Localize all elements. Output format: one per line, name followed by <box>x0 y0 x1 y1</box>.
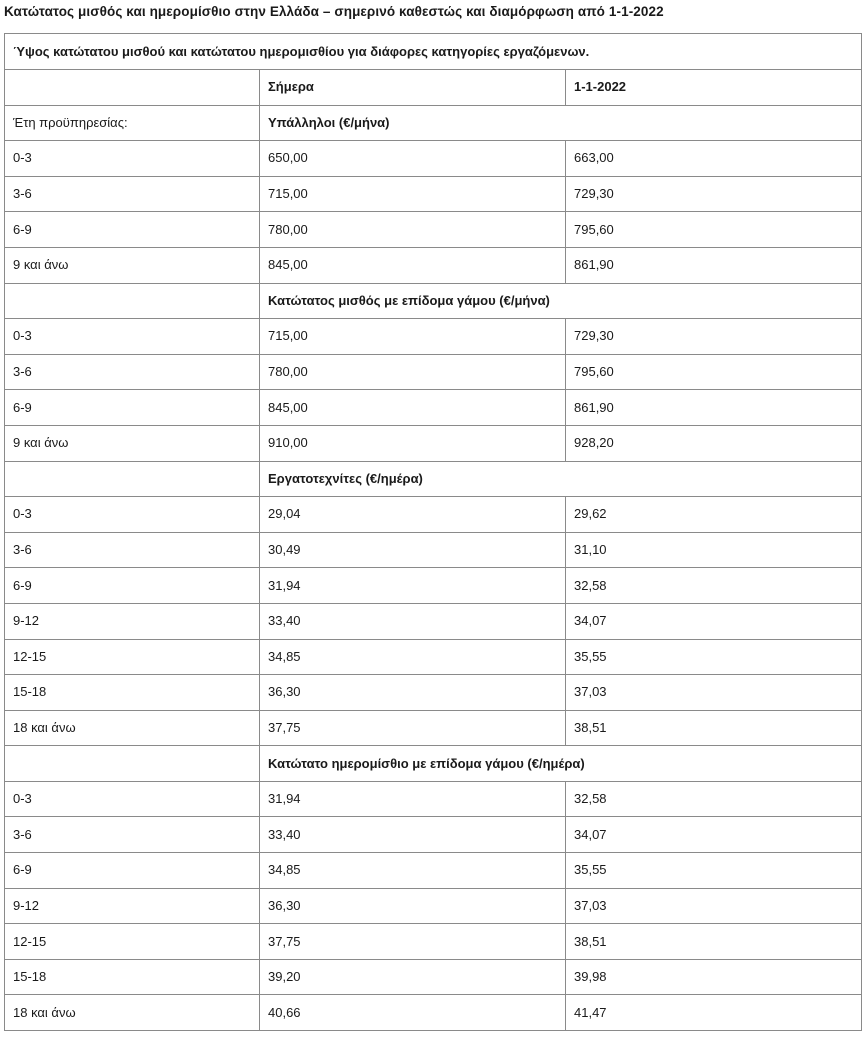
table-header-row <box>5 70 862 106</box>
today-value-cell: 780,00 <box>260 212 566 248</box>
today-value-cell: 34,85 <box>260 853 566 889</box>
table-row <box>5 425 862 461</box>
years-cell: 3-6 <box>5 532 260 568</box>
table-row <box>5 532 862 568</box>
table-row <box>5 497 862 533</box>
from-2022-value-cell: 38,51 <box>566 924 862 960</box>
section-empty-cell <box>5 461 260 497</box>
from-2022-value-cell: 35,55 <box>566 639 862 675</box>
table-row <box>5 176 862 212</box>
table-row <box>5 212 862 248</box>
years-cell: 12-15 <box>5 924 260 960</box>
years-cell: 12-15 <box>5 639 260 675</box>
section-empty-cell <box>5 283 260 319</box>
today-value-cell: 715,00 <box>260 319 566 355</box>
today-value-cell: 40,66 <box>260 995 566 1031</box>
years-cell: 9-12 <box>5 888 260 924</box>
years-cell: 9 και άνω <box>5 247 260 283</box>
years-cell: 9-12 <box>5 603 260 639</box>
table-row <box>5 390 862 426</box>
years-cell: 0-3 <box>5 141 260 177</box>
today-value-cell: 715,00 <box>260 176 566 212</box>
section-title: Κατώτατο ημερομίσθιο με επίδομα γάμου (€/ημέρα) <box>260 746 862 782</box>
years-label: Έτη προϋπηρεσίας: <box>5 105 260 141</box>
section-title: Υπάλληλοι (€/μήνα) <box>260 105 862 141</box>
from-2022-value-cell: 32,58 <box>566 568 862 604</box>
section-header-row <box>5 461 862 497</box>
table-row <box>5 141 862 177</box>
years-cell: 0-3 <box>5 319 260 355</box>
from-2022-value-cell: 37,03 <box>566 888 862 924</box>
from-2022-value-cell: 861,90 <box>566 247 862 283</box>
today-value-cell: 37,75 <box>260 924 566 960</box>
table-row <box>5 781 862 817</box>
years-cell: 3-6 <box>5 354 260 390</box>
from-2022-value-cell: 729,30 <box>566 319 862 355</box>
today-value-cell: 33,40 <box>260 817 566 853</box>
years-cell: 15-18 <box>5 675 260 711</box>
from-2022-value-cell: 34,07 <box>566 603 862 639</box>
years-cell: 18 και άνω <box>5 995 260 1031</box>
today-value-cell: 845,00 <box>260 390 566 426</box>
today-value-cell: 39,20 <box>260 959 566 995</box>
today-value-cell: 36,30 <box>260 888 566 924</box>
years-cell: 9 και άνω <box>5 425 260 461</box>
section-title: Κατώτατος μισθός με επίδομα γάμου (€/μήνα) <box>260 283 862 319</box>
header-empty-cell <box>5 70 260 106</box>
header-today: Σήμερα <box>260 70 566 106</box>
today-value-cell: 37,75 <box>260 710 566 746</box>
years-cell: 6-9 <box>5 853 260 889</box>
from-2022-value-cell: 34,07 <box>566 817 862 853</box>
table-row <box>5 924 862 960</box>
table-row <box>5 319 862 355</box>
today-value-cell: 33,40 <box>260 603 566 639</box>
years-cell: 15-18 <box>5 959 260 995</box>
from-2022-value-cell: 35,55 <box>566 853 862 889</box>
section-header-row <box>5 283 862 319</box>
table-row <box>5 995 862 1031</box>
table-row <box>5 853 862 889</box>
years-cell: 6-9 <box>5 390 260 426</box>
section-header-row <box>5 105 862 141</box>
header-from-2022: 1-1-2022 <box>566 70 862 106</box>
table-row <box>5 959 862 995</box>
today-value-cell: 650,00 <box>260 141 566 177</box>
years-cell: 0-3 <box>5 497 260 533</box>
today-value-cell: 30,49 <box>260 532 566 568</box>
years-cell: 3-6 <box>5 176 260 212</box>
from-2022-value-cell: 861,90 <box>566 390 862 426</box>
years-cell: 6-9 <box>5 212 260 248</box>
years-cell: 0-3 <box>5 781 260 817</box>
from-2022-value-cell: 38,51 <box>566 710 862 746</box>
today-value-cell: 34,85 <box>260 639 566 675</box>
today-value-cell: 31,94 <box>260 781 566 817</box>
section-header-row <box>5 746 862 782</box>
today-value-cell: 845,00 <box>260 247 566 283</box>
minimum-wage-table <box>4 33 862 1031</box>
table-row <box>5 639 862 675</box>
today-value-cell: 29,04 <box>260 497 566 533</box>
from-2022-value-cell: 795,60 <box>566 212 862 248</box>
from-2022-value-cell: 41,47 <box>566 995 862 1031</box>
table-row <box>5 603 862 639</box>
table-row <box>5 710 862 746</box>
from-2022-value-cell: 29,62 <box>566 497 862 533</box>
table-row <box>5 888 862 924</box>
table-row <box>5 247 862 283</box>
table-caption-row <box>5 34 862 70</box>
table-row <box>5 354 862 390</box>
years-cell: 3-6 <box>5 817 260 853</box>
from-2022-value-cell: 928,20 <box>566 425 862 461</box>
years-cell: 18 και άνω <box>5 710 260 746</box>
section-title: Εργατοτεχνίτες (€/ημέρα) <box>260 461 862 497</box>
today-value-cell: 910,00 <box>260 425 566 461</box>
table-row <box>5 568 862 604</box>
from-2022-value-cell: 663,00 <box>566 141 862 177</box>
from-2022-value-cell: 32,58 <box>566 781 862 817</box>
table-row <box>5 817 862 853</box>
from-2022-value-cell: 39,98 <box>566 959 862 995</box>
today-value-cell: 36,30 <box>260 675 566 711</box>
table-caption: Ύψος κατώτατου μισθού και κατώτατου ημερομισθίου για διάφορες κατηγορίες εργαζόμενων. <box>5 34 862 70</box>
table-row <box>5 675 862 711</box>
page-title: Κατώτατος μισθός και ημερομίσθιο στην Ελλάδα – σημερινό καθεστώς και διαμόρφωση από 1-1-2022 <box>4 4 664 19</box>
today-value-cell: 31,94 <box>260 568 566 604</box>
table-body <box>5 34 862 1031</box>
section-empty-cell <box>5 746 260 782</box>
from-2022-value-cell: 729,30 <box>566 176 862 212</box>
years-cell: 6-9 <box>5 568 260 604</box>
from-2022-value-cell: 37,03 <box>566 675 862 711</box>
today-value-cell: 780,00 <box>260 354 566 390</box>
from-2022-value-cell: 795,60 <box>566 354 862 390</box>
from-2022-value-cell: 31,10 <box>566 532 862 568</box>
